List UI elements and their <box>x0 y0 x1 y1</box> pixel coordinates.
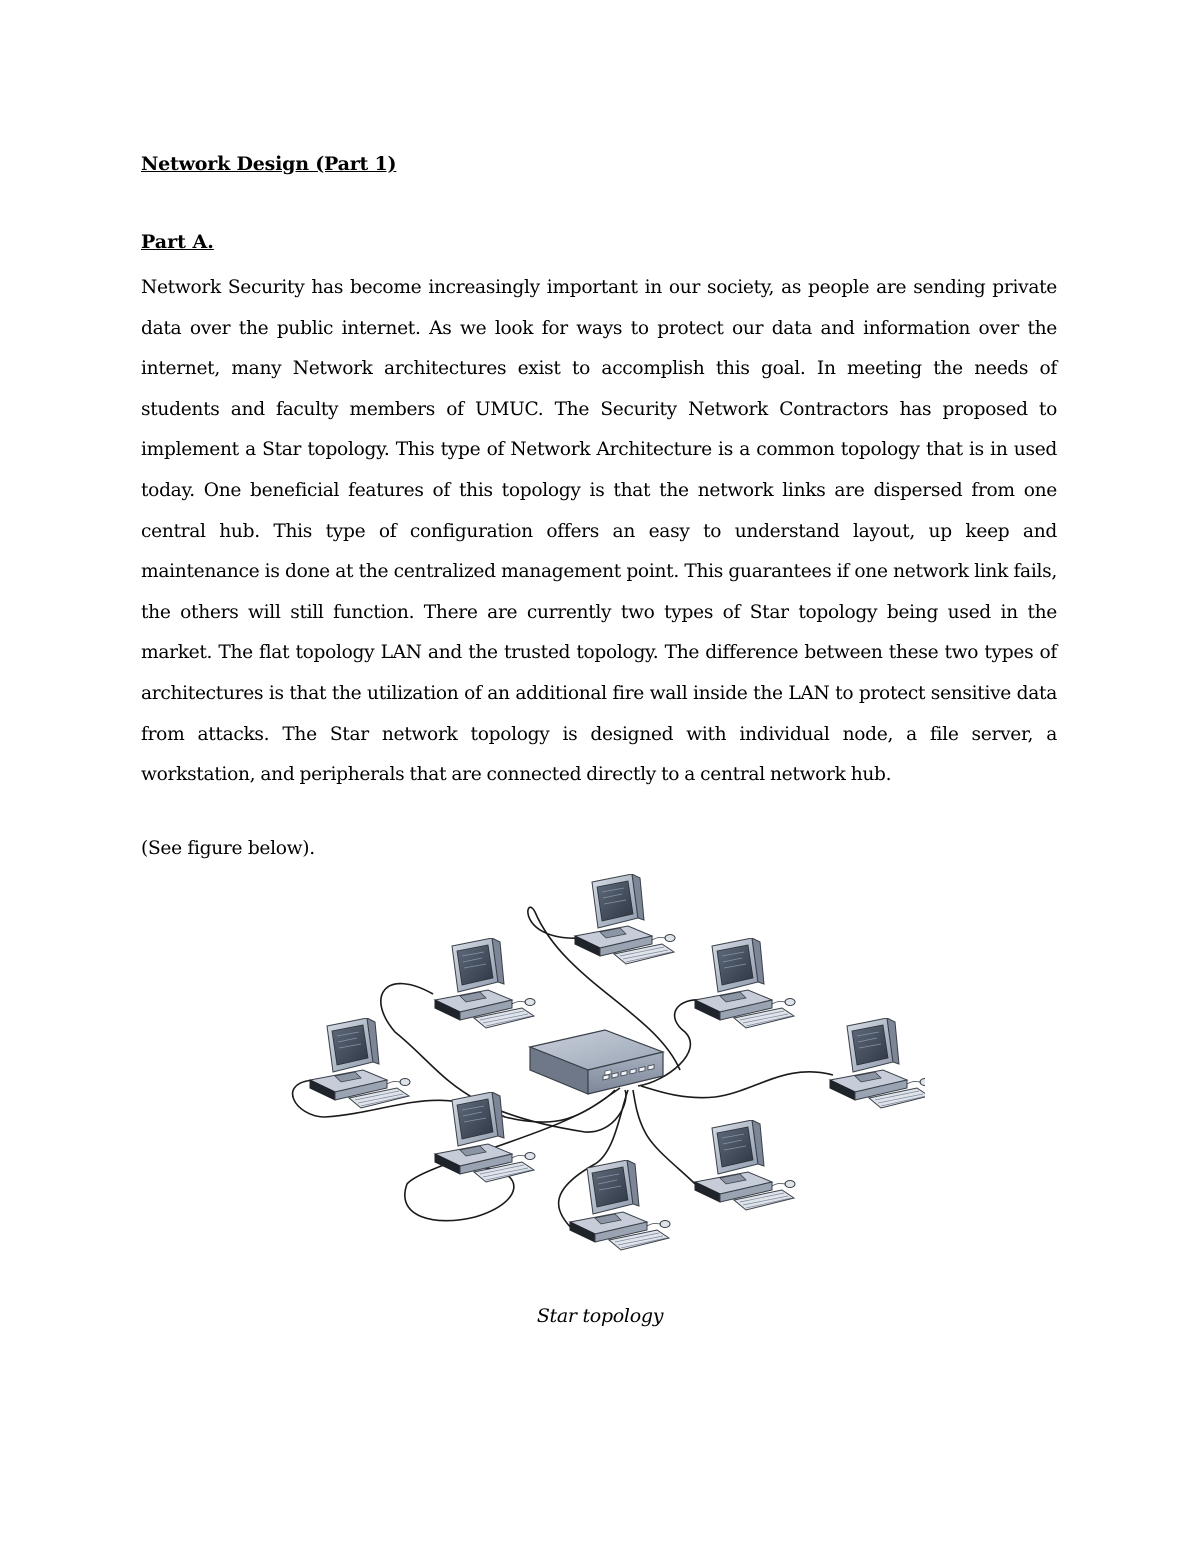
star-topology-figure <box>285 872 925 1262</box>
body-paragraph: Network Security has become increasingly important in our society, as people are sending private data over the public internet. As we look for ways to protect our data and information over the internet, many Network architectures exist to accomplish this goal. In meeting the needs of students and faculty members of UMUC. The Security Network Contractors has proposed to implement a Star topology. This type of Network Architecture is a common topology that is in used today. One beneficial features of this topology is that the network links are dispersed from one central hub. This type of configuration offers an easy to understand layout, up keep and maintenance is done at the centralized management point. This guarantees if one network link fails, the others will still function. There are currently two types of Star topology being used in the market. The flat topology LAN and the trusted topology. The difference between these two types of architectures is that the utilization of an additional fire wall inside the LAN to protect sensitive data from attacks. The Star network topology is designed with individual node, a file server, a workstation, and peripherals that are connected directly to a central network hub. <box>141 277 1057 786</box>
workstation-computer-icon <box>695 1120 795 1210</box>
document-title: Network Design (Part 1) <box>141 153 397 175</box>
figure-caption: Star topology <box>536 1305 664 1327</box>
see-figure-note: (See figure below). <box>141 838 315 859</box>
star-topology-diagram <box>285 872 925 1262</box>
cable-6 <box>633 1090 703 1192</box>
workstation-computer-icon <box>695 938 795 1028</box>
workstation-computer-icon <box>575 874 675 964</box>
cable-8 <box>641 1072 833 1098</box>
body-paragraph-container <box>141 268 1057 796</box>
workstation-computer-icon <box>435 1092 535 1182</box>
part-heading: Part A. <box>141 231 214 253</box>
workstation-computer-icon <box>435 938 535 1028</box>
workstation-computer-icon <box>570 1160 670 1250</box>
workstation-computer-icon <box>830 1018 925 1108</box>
